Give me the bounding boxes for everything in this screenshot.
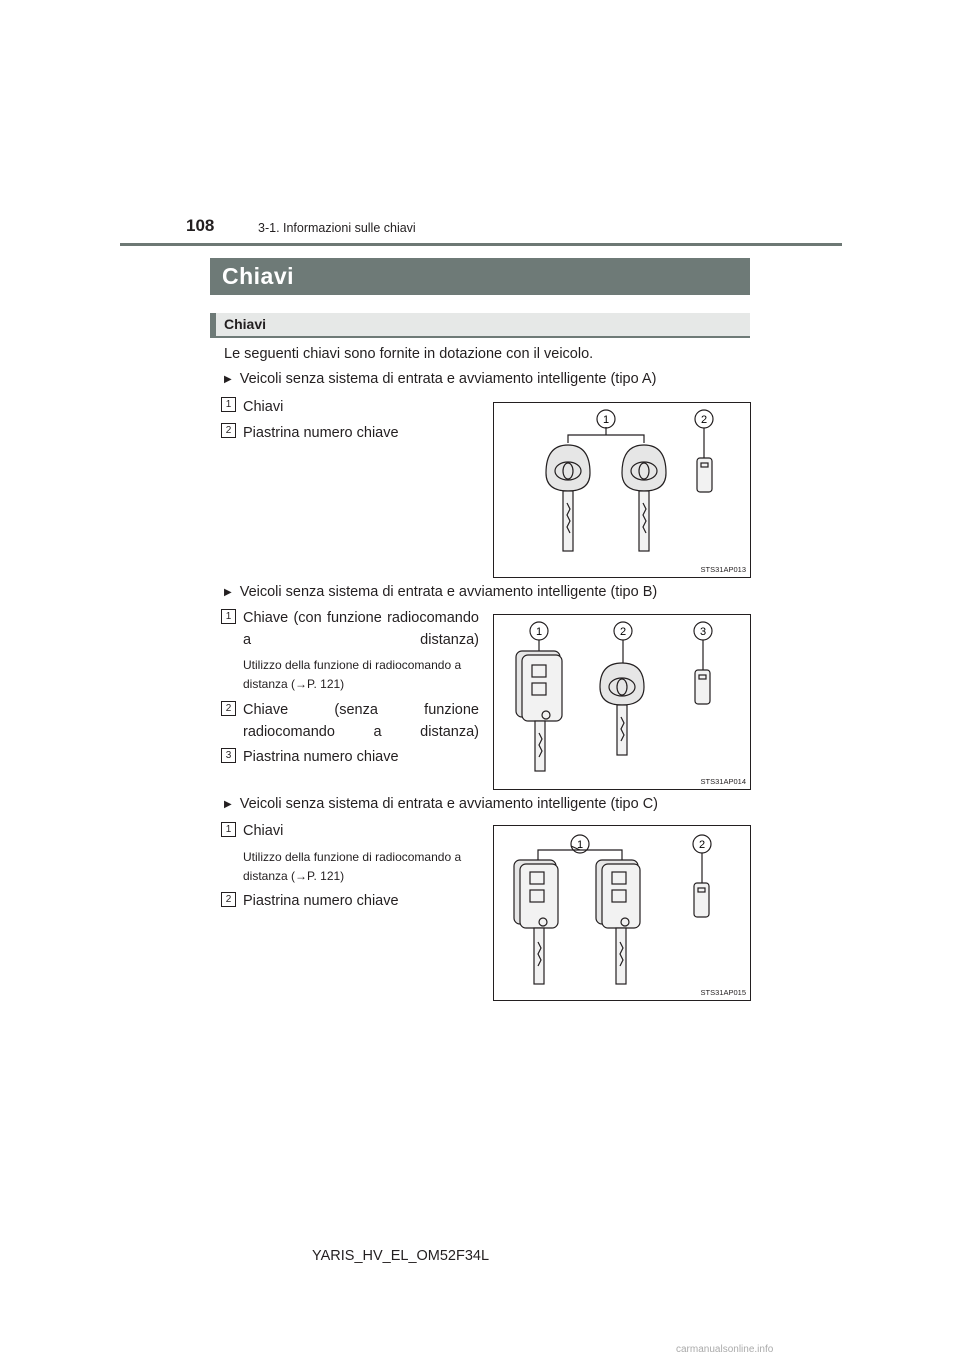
subtitle: Chiavi — [224, 316, 267, 332]
header-divider — [120, 243, 842, 246]
item-number-badge: 2 — [221, 701, 236, 716]
item-label: Piastrina numero chiave — [243, 749, 399, 765]
callout-label: 1 — [602, 414, 610, 426]
section-reference: 3-1. Informazioni sulle chiavi — [258, 221, 416, 235]
figure-code: STS31AP013 — [700, 565, 746, 574]
callout-label: 2 — [700, 414, 708, 426]
item-number-badge: 2 — [221, 423, 236, 438]
triangle-bullet-icon: ▶ — [224, 374, 232, 385]
callout-label: 1 — [535, 626, 543, 638]
intro-text: Le seguenti chiavi sono fornite in dotazione con il veicolo. — [224, 346, 594, 362]
keys-type-c-illustration — [494, 826, 750, 1000]
callout-label: 1 — [576, 839, 584, 851]
subtitle-marker — [210, 313, 216, 338]
triangle-bullet-icon: ▶ — [224, 799, 232, 810]
item-number-badge: 3 — [221, 748, 236, 763]
bullet-type-b: ▶ Veicoli senza sistema di entrata e avviamento intelligente (tipo B) — [224, 584, 658, 600]
item-label: Chiave (senza funzione radiocomando a distanza) — [243, 702, 479, 740]
page-title-bar — [210, 258, 750, 295]
callout-label: 3 — [699, 626, 707, 638]
item-number-badge: 1 — [221, 397, 236, 412]
figure-keys-type-a — [493, 402, 751, 578]
triangle-bullet-icon: ▶ — [224, 587, 232, 598]
item-number-badge: 1 — [221, 609, 236, 624]
watermark: carmanualsonline.info — [676, 1344, 774, 1355]
footer-document-code: YARIS_HV_EL_OM52F34L — [312, 1248, 490, 1264]
keys-type-b-illustration — [494, 615, 750, 789]
item-label: Chiavi — [243, 823, 284, 839]
item-note: Utilizzo della funzione di radiocomando a distanza (→P. 121) — [243, 658, 462, 691]
subtitle-bar — [210, 313, 750, 338]
item-label: Piastrina numero chiave — [243, 893, 399, 909]
figure-code: STS31AP014 — [700, 777, 746, 786]
item-number-badge: 1 — [221, 822, 236, 837]
item-label: Piastrina numero chiave — [243, 425, 399, 441]
callout-label: 2 — [619, 626, 627, 638]
callout-label: 2 — [698, 839, 706, 851]
page-title: Chiavi — [222, 263, 295, 289]
keys-type-a-illustration — [494, 403, 750, 577]
item-note: Utilizzo della funzione di radiocomando a distanza (→P. 121) — [243, 850, 462, 883]
bullet-type-a: ▶ Veicoli senza sistema di entrata e avviamento intelligente (tipo A) — [224, 371, 657, 387]
item-label: Chiavi — [243, 399, 284, 415]
item-number-badge: 2 — [221, 892, 236, 907]
figure-code: STS31AP015 — [700, 988, 746, 997]
figure-keys-type-c — [493, 825, 751, 1001]
figure-keys-type-b — [493, 614, 751, 790]
item-label: Chiave (con funzione radiocomando a distanza) — [243, 610, 479, 648]
page-number: 108 — [186, 216, 215, 235]
bullet-type-c: ▶ Veicoli senza sistema di entrata e avviamento intelligente (tipo C) — [224, 796, 659, 812]
